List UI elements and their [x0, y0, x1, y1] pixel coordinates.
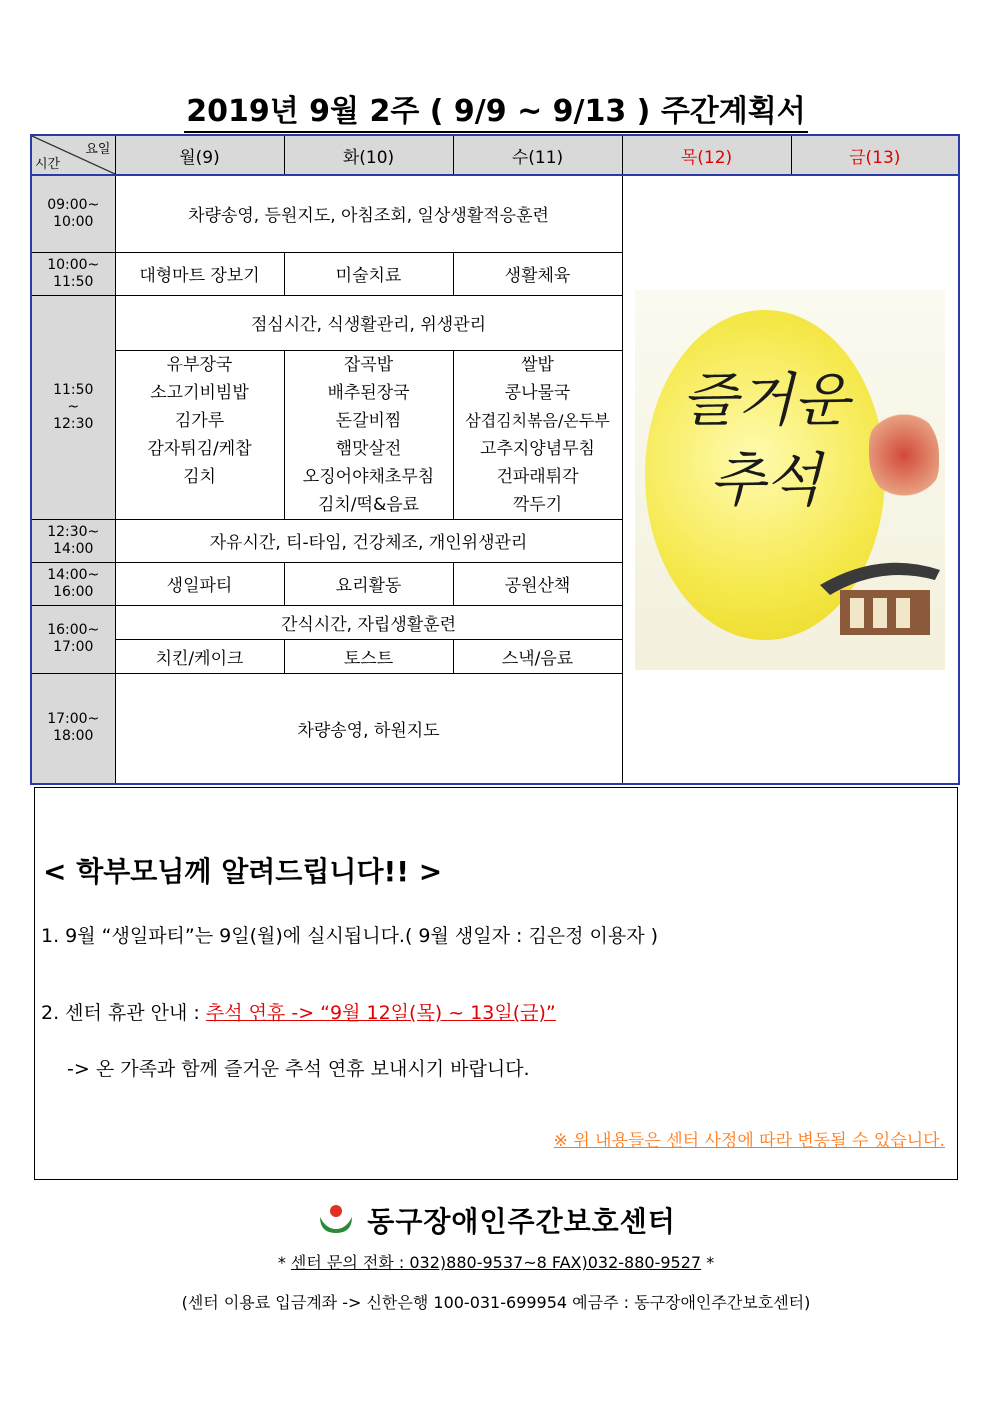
- menu-list: 유부장국 소고기비빔밥 김가루 감자튀김/케찹 김치: [147, 354, 252, 487]
- calligraphy-text: 즐거운 추석: [681, 365, 850, 514]
- activity-cell: 생활체육: [453, 252, 622, 295]
- contact-info: * 센터 문의 전화 : 032)880-9537~8 FAX)032-880-9527 *: [277, 1253, 715, 1272]
- corner-time-label: 시간: [35, 157, 61, 172]
- contact-phone-fax: 센터 문의 전화 : 032)880-9537~8 FAX)032-880-9527: [290, 1253, 702, 1272]
- center-logo-icon: [316, 1203, 356, 1237]
- snack-cell: 치킨/케이크: [115, 639, 284, 673]
- time-slot: 14:00~ 16:00: [31, 562, 115, 605]
- bank-account-info: (센터 이용료 입금계좌 -> 신한은행 100-031-699954 예금주 : 동구장애인주간보호센터): [181, 1293, 811, 1312]
- hanok-roof-icon: [815, 540, 945, 640]
- lunch-menu-tuesday: [284, 350, 453, 519]
- day-monday: 월(9): [115, 135, 284, 175]
- time-slot: 17:00~ 18:00: [31, 673, 115, 784]
- snack-cell: 스낵/음료: [453, 639, 622, 673]
- day-thursday: 목(12): [622, 135, 791, 175]
- activity-cell: 미술치료: [284, 252, 453, 295]
- snack-cell: 토스트: [284, 639, 453, 673]
- time-slot: 11:50 ~ 12:30: [31, 295, 115, 519]
- activity-cell: 자유시간, 티-타임, 건강체조, 개인위생관리: [115, 519, 622, 562]
- lunch-menu-monday: [115, 350, 284, 519]
- corner-cell: [31, 135, 115, 175]
- chuseok-illustration: [635, 290, 945, 670]
- closure-dates: 추석 연휴 -> “9월 12일(목) ~ 13일(금)”: [205, 1002, 556, 1024]
- notice-heading: < 학부모님께 알려드립니다!! >: [43, 855, 443, 888]
- activity-cell: 차량송영, 등원지도, 아침조회, 일상생활적응훈련: [115, 175, 622, 252]
- table-row: [31, 175, 959, 252]
- time-slot: 09:00~ 10:00: [31, 175, 115, 252]
- day-friday: 금(13): [791, 135, 959, 175]
- time-slot: 10:00~ 11:50: [31, 252, 115, 295]
- time-slot: 12:30~ 14:00: [31, 519, 115, 562]
- parent-notice-box: [34, 787, 958, 1180]
- notice-disclaimer: ※ 위 내용들은 센터 사정에 따라 변동될 수 있습니다.: [553, 1131, 945, 1151]
- activity-cell: 점심시간, 식생활관리, 위생관리: [115, 295, 622, 350]
- notice-item-closure: 2. 센터 휴관 안내 : 추석 연휴 -> “9월 12일(목) ~ 13일(금)”: [41, 1002, 556, 1024]
- activity-cell: 공원산책: [453, 562, 622, 605]
- day-wednesday: 수(11): [453, 135, 622, 175]
- notice-item-greeting: -> 온 가족과 함께 즐거운 추석 연휴 보내시기 바랍니다.: [67, 1058, 530, 1080]
- activity-cell: 간식시간, 자립생활훈련: [115, 605, 622, 639]
- page-title: 2019년 9월 2주 ( 9/9 ~ 9/13 ) 주간계획서: [0, 86, 992, 130]
- activity-cell: 대형마트 장보기: [115, 252, 284, 295]
- weekly-schedule-table: [30, 134, 960, 785]
- corner-day-label: 요일: [85, 142, 111, 157]
- notice-item-birthday: 1. 9월 “생일파티”는 9일(월)에 실시됩니다.( 9월 생일자 : 김은정 이용자 ): [41, 925, 659, 947]
- menu-list: 잡곡밥 배추된장국 돈갈비찜 햄맛살전 오징어야채초무침 김치/떡&음료: [302, 354, 435, 515]
- autumn-leaves-icon: [869, 410, 939, 500]
- activity-cell: 생일파티: [115, 562, 284, 605]
- activity-cell: 요리활동: [284, 562, 453, 605]
- lunch-menu-wednesday: [453, 350, 622, 519]
- menu-list: 쌀밥 콩나물국 삼겹김치볶음/온두부 고추지양념무침 건파래튀각 깍두기: [465, 354, 610, 515]
- holiday-image-cell: [622, 175, 959, 784]
- organization-name: 동구장애인주간보호센터: [0, 1200, 992, 1240]
- time-slot: 16:00~ 17:00: [31, 605, 115, 673]
- activity-cell: 차량송영, 하원지도: [115, 673, 622, 784]
- day-tuesday: 화(10): [284, 135, 453, 175]
- table-header-row: [31, 135, 959, 175]
